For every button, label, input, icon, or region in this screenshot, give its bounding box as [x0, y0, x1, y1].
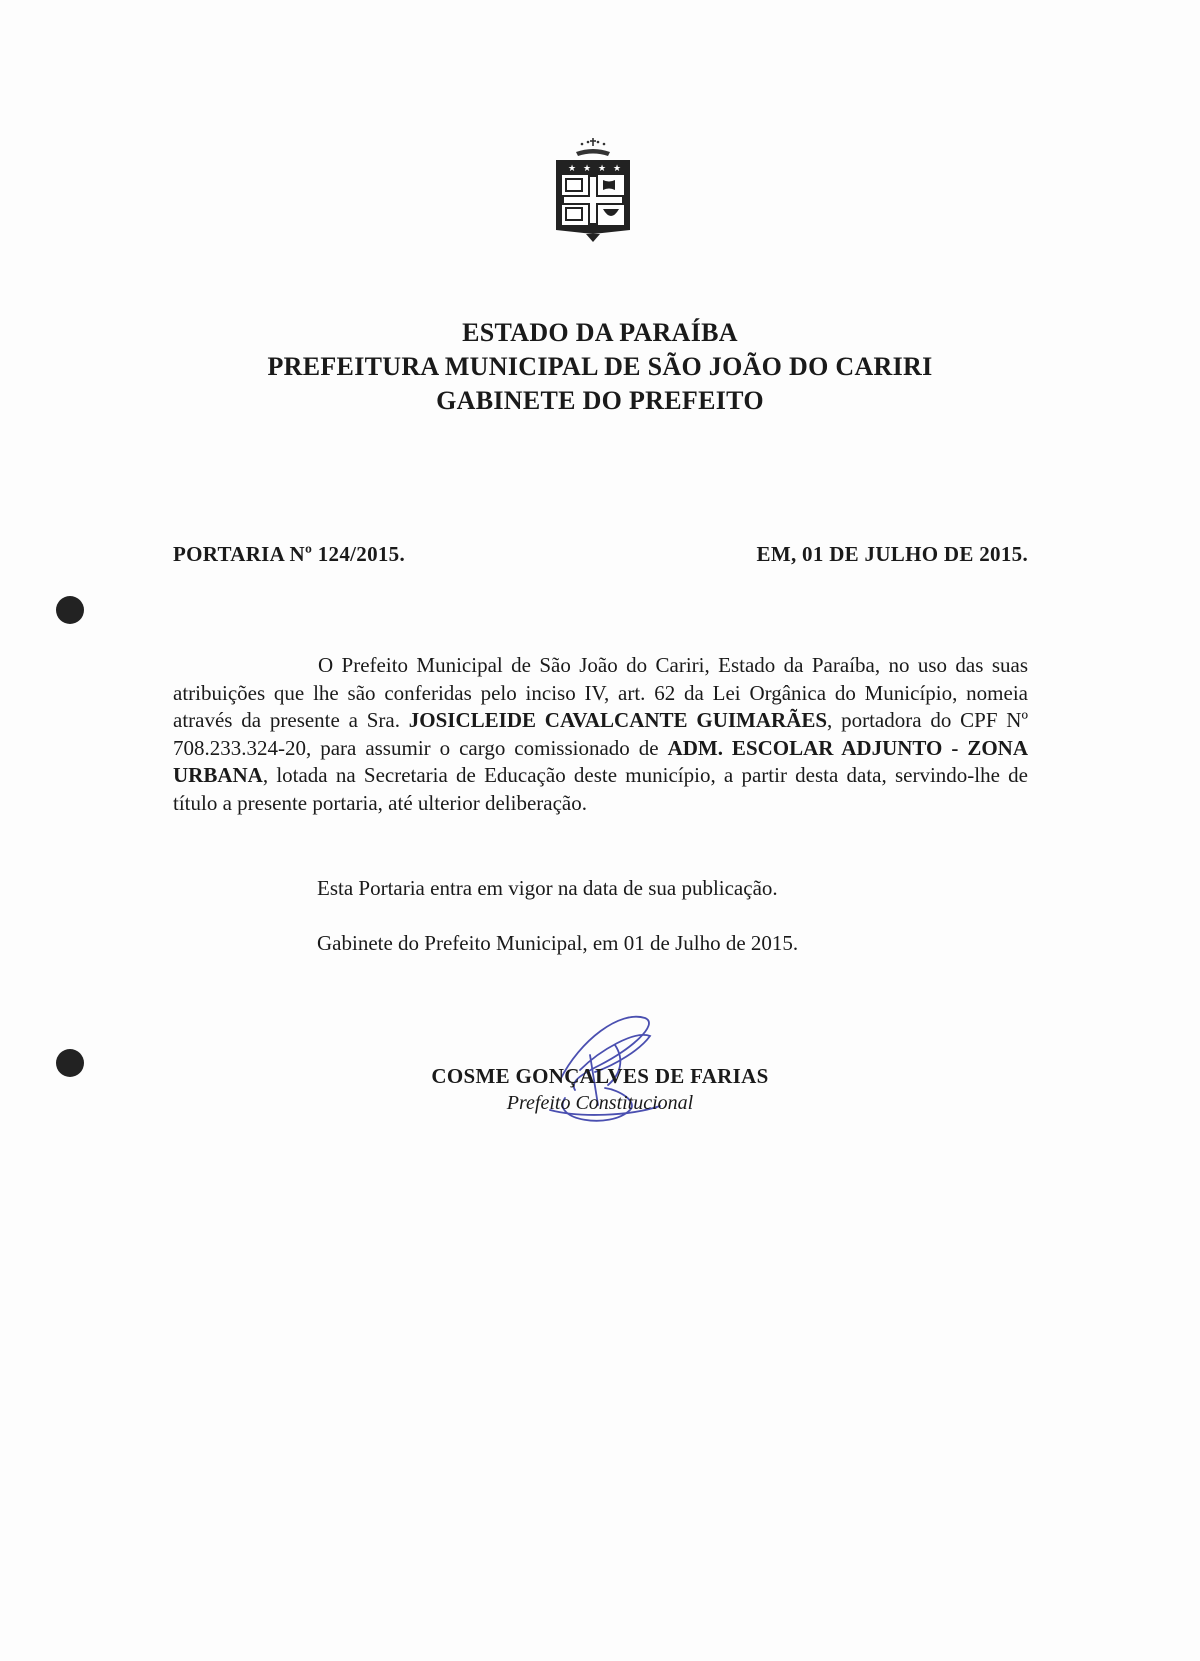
appointee-name: JOSICLEIDE CAVALCANTE GUIMARÃES	[408, 708, 828, 732]
svg-text:★: ★	[568, 164, 577, 174]
paragraph-text: , portadora do CPF Nº 708.233.324-20, para assumir o cargo comissionado de	[173, 708, 1028, 760]
municipality-name: PREFEITURA MUNICIPAL DE SÃO JOÃO DO CARIRI	[267, 352, 933, 381]
portaria-number: PORTARIA Nº 124/2015.	[173, 542, 406, 566]
office-name: GABINETE DO PREFEITO	[436, 386, 764, 415]
svg-text:★: ★	[583, 164, 592, 174]
paragraph-text: O Prefeito Municipal de São João do Cariri, Estado da Paraíba, no uso das suas atribuições que lhe são conferidas pelo inciso IV, art. 62 da Lei Orgânica do Município, nomeia através da presente a Sra.	[173, 653, 1028, 732]
appointment-paragraph	[173, 652, 1028, 817]
effective-clause: Esta Portaria entra em vigor na data de sua publicação.	[317, 876, 778, 900]
signatory-name: COSME GONÇALVES DE FARIAS	[431, 1064, 769, 1088]
svg-text:★: ★	[613, 164, 622, 174]
portaria-date: EM, 01 DE JULHO DE 2015.	[756, 542, 1028, 566]
paragraph-text: , lotada na Secretaria de Educação deste município, a partir desta data, servindo-lhe de título a presente portaria, até ulterior deliberação.	[173, 763, 1028, 815]
appointed-role: ADM. ESCOLAR ADJUNTO - ZONA URBANA	[173, 735, 1028, 787]
svg-text:★: ★	[598, 164, 607, 174]
state-name: ESTADO DA PARAÍBA	[462, 318, 738, 347]
signatory-title: Prefeito Constitucional	[506, 1092, 694, 1114]
issuance-place-date: Gabinete do Prefeito Municipal, em 01 de Julho de 2015.	[317, 931, 799, 955]
punch-hole	[56, 596, 84, 624]
document-header	[0, 316, 1200, 418]
municipal-coat-of-arms-icon	[548, 138, 638, 250]
